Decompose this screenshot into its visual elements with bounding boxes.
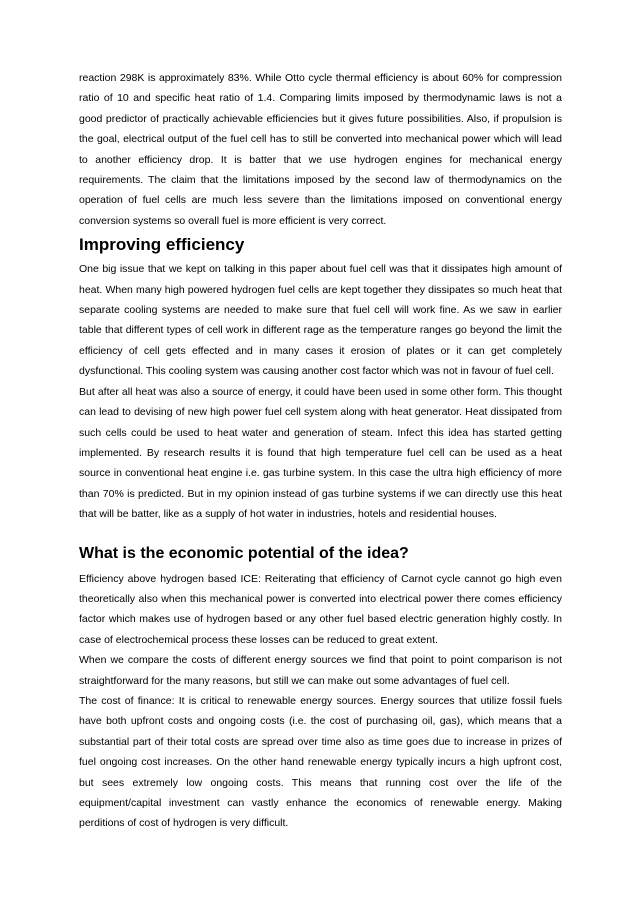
section-heading-economic-potential: What is the economic potential of the idea? (79, 544, 409, 562)
section2-paragraph-1: Efficiency above hydrogen based ICE: Reiterating that efficiency of Carnot cycle cannot go high even theoretically also when this mechanical power is converted into electrical power there comes efficiency factor which makes use of hydrogen based or any other fuel based electric generation highly costly. In case of electrochemical process these losses can be reduced to great extent. (79, 572, 562, 646)
section2-paragraph-2: When we compare the costs of different energy sources we find that point to point comparison is not straightforward for the many reasons, but still we can make out some advantages of fuel cell. (79, 654, 562, 687)
section1-paragraph-1: One big issue that we kept on talking in this paper about fuel cell was that it dissipates high amount of heat. When many high powered hydrogen fuel cells are kept together they dissipates so much heat that separate cooling systems are needed to make sure that fuel cell will work fine. As we saw in earlier table that different types of cell work in different rage as the temperature ranges go beyond the limit the efficiency of cell gets effected and in many cases it erosion of plates or it can get completely dysfunctional. This cooling system was causing another cost factor which was not in favour of fuel cell. (79, 263, 562, 378)
section1-paragraph-2: But after all heat was also a source of energy, it could have been used in some other form. This thought can lead to devising of new high power fuel cell system along with heat generator. Heat dissipated from such cells could be used to heat water and generation of steam. Infect this idea has started getting implemented. By research results it is found that high temperature fuel cell can be used as a heat source in conventional heat engine i.e. gas turbine system. In this case the ultra high efficiency of more than 70% is predicted. But in my opinion instead of gas turbine systems if we can directly use this heat that will be batter, like as a supply of hot water in industries, hotels and residential houses. (79, 385, 562, 521)
intro-paragraph: reaction 298K is approximately 83%. While Otto cycle thermal efficiency is about 60% for compression ratio of 10 and specific heat ratio of 1.4. Comparing limits imposed by thermodynamic laws is not a good predictor of practically achievable efficiencies but it gives future possibilities. Also, if propulsion is the goal, electrical output of the fuel cell has to still be converted into mechanical power which will lead to another efficiency drop. It is batter that we use hydrogen engines for mechanical energy requirements. The claim that the limitations imposed by the second law of thermodynamics on the operation of fuel cells are much less severe than the limitations imposed on conventional energy conversion systems so overall fuel is more efficient is very correct. (79, 72, 562, 227)
document-page (79, 68, 562, 834)
section2-paragraph-3: The cost of finance: It is critical to renewable energy sources. Energy sources that utilize fossil fuels have both upfront costs and ongoing costs (i.e. the cost of purchasing oil, gas), which means that a substantial part of their total costs are spread over time also as time goes due to increase in prizes of fuel ongoing cost increases. On the other hand renewable energy typically incurs a high upfront cost, but sees extremely low ongoing costs. This means that running cost over the life of the equipment/capital investment can vastly enhance the economics of renewable energy. Making perditions of cost of hydrogen is very difficult. (79, 694, 562, 830)
section-heading-improving-efficiency: Improving efficiency (79, 235, 245, 255)
